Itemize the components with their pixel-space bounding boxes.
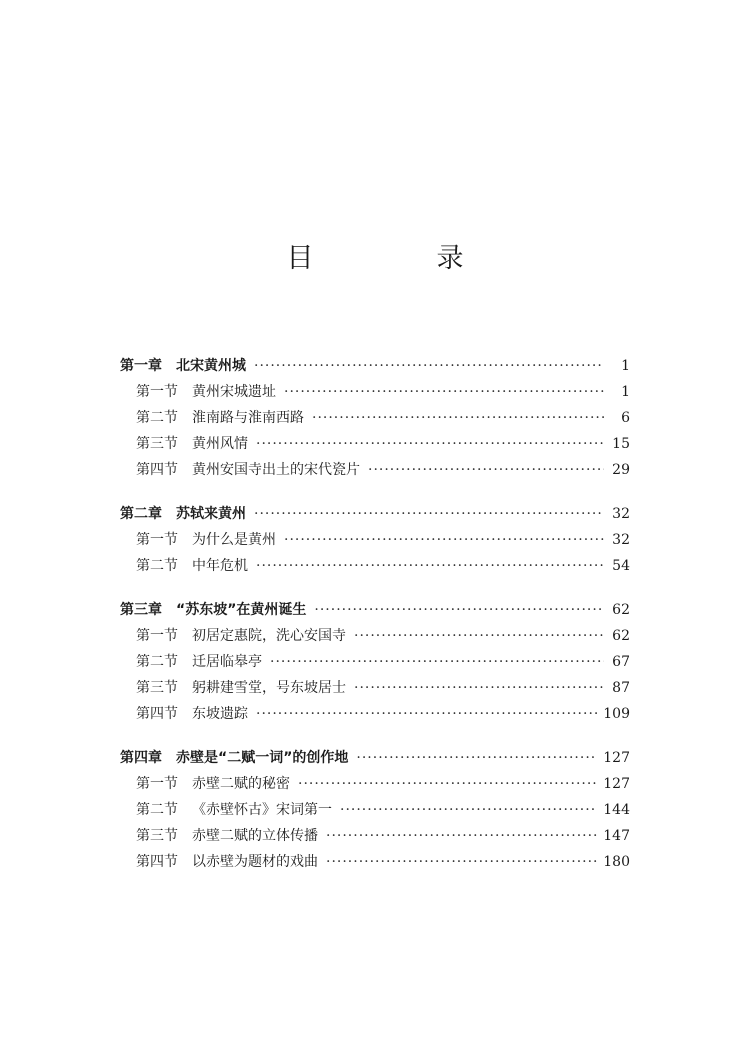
page-number: 29 xyxy=(612,462,630,478)
section-label xyxy=(136,677,346,697)
section-label xyxy=(136,773,290,793)
toc-chapter-row[interactable] xyxy=(120,599,630,625)
page-number: 147 xyxy=(603,828,630,844)
toc-section-row[interactable] xyxy=(120,651,630,677)
section-name: 赤壁二赋的立体传播 xyxy=(192,828,318,844)
section-number: 第四节 xyxy=(136,706,178,722)
page-number: 127 xyxy=(603,776,630,792)
section-number: 第三节 xyxy=(136,828,178,844)
chapter-number: 第二章 xyxy=(120,506,162,522)
dot-leader xyxy=(270,654,604,670)
toc-section-row[interactable] xyxy=(120,459,630,485)
page-number: 67 xyxy=(612,654,630,670)
section-name: 黄州风情 xyxy=(192,436,248,452)
chapter-label xyxy=(120,599,306,619)
page-number: 54 xyxy=(612,558,630,574)
page-number: 6 xyxy=(621,410,630,426)
page-number: 15 xyxy=(612,436,630,452)
section-number: 第四节 xyxy=(136,854,178,870)
section-number: 第一节 xyxy=(136,628,178,644)
toc-chapter-row[interactable] xyxy=(120,355,630,381)
section-number: 第一节 xyxy=(136,776,178,792)
toc-section-row[interactable] xyxy=(120,555,630,581)
toc-section-row[interactable] xyxy=(120,529,630,555)
dot-leader xyxy=(256,436,604,452)
chapter-name: 苏轼来黄州 xyxy=(176,506,246,522)
chapter-label xyxy=(120,503,246,523)
section-name: 东坡遗踪 xyxy=(192,706,248,722)
dot-leader xyxy=(356,750,597,766)
chapter-2 xyxy=(120,503,630,581)
section-label xyxy=(136,407,304,427)
toc-section-row[interactable] xyxy=(120,825,630,851)
section-name: 淮南路与淮南西路 xyxy=(192,410,304,426)
dot-leader xyxy=(284,532,604,548)
section-name: 黄州宋城遗址 xyxy=(192,384,276,400)
section-label xyxy=(136,651,262,671)
section-name: 迁居临皋亭 xyxy=(192,654,262,670)
toc-section-row[interactable] xyxy=(120,703,630,729)
table-of-contents xyxy=(120,355,630,895)
page-number: 1 xyxy=(621,384,630,400)
toc-section-row[interactable] xyxy=(120,407,630,433)
section-number: 第四节 xyxy=(136,462,178,478)
dot-leader xyxy=(326,854,597,870)
section-label xyxy=(136,381,276,401)
section-number: 第三节 xyxy=(136,680,178,696)
dot-leader xyxy=(326,828,597,844)
toc-section-row[interactable] xyxy=(120,381,630,407)
section-label xyxy=(136,851,318,871)
chapter-number: 第四章 xyxy=(120,750,162,766)
chapter-name: “苏东坡”在黄州诞生 xyxy=(176,602,307,618)
section-name: 《赤壁怀古》宋词第一 xyxy=(192,802,332,818)
section-number: 第一节 xyxy=(136,532,178,548)
section-number: 第二节 xyxy=(136,558,178,574)
page-number: 87 xyxy=(612,680,630,696)
section-label xyxy=(136,459,360,479)
section-label xyxy=(136,703,248,723)
section-number: 第三节 xyxy=(136,436,178,452)
dot-leader xyxy=(298,776,597,792)
toc-section-row[interactable] xyxy=(120,773,630,799)
dot-leader xyxy=(312,410,604,426)
toc-section-row[interactable] xyxy=(120,433,630,459)
toc-section-row[interactable] xyxy=(120,851,630,877)
section-number: 第二节 xyxy=(136,802,178,818)
section-name: 初居定惠院，洗心安国寺 xyxy=(192,628,346,644)
section-name: 赤壁二赋的秘密 xyxy=(192,776,290,792)
page-number: 180 xyxy=(603,854,630,870)
chapter-1 xyxy=(120,355,630,485)
dot-leader xyxy=(284,384,604,400)
section-number: 第一节 xyxy=(136,384,178,400)
section-name: 躬耕建雪堂，号东坡居士 xyxy=(192,680,346,696)
toc-section-row[interactable] xyxy=(120,625,630,651)
dot-leader xyxy=(354,680,604,696)
chapter-name: 赤壁是“二赋一词”的创作地 xyxy=(176,750,349,766)
toc-section-row[interactable] xyxy=(120,799,630,825)
section-label xyxy=(136,799,332,819)
chapter-name: 北宋黄州城 xyxy=(176,358,246,374)
page-number: 109 xyxy=(603,706,630,722)
page-number: 127 xyxy=(603,750,630,766)
dot-leader xyxy=(368,462,604,478)
dot-leader xyxy=(254,506,604,522)
chapter-number: 第一章 xyxy=(120,358,162,374)
toc-chapter-row[interactable] xyxy=(120,747,630,773)
page-number: 32 xyxy=(612,506,630,522)
section-name: 以赤壁为题材的戏曲 xyxy=(192,854,318,870)
chapter-label xyxy=(120,355,246,375)
page-number: 62 xyxy=(612,602,630,618)
section-number: 第二节 xyxy=(136,410,178,426)
chapter-3 xyxy=(120,599,630,729)
section-name: 黄州安国寺出土的宋代瓷片 xyxy=(192,462,360,478)
page-title: 目 录 xyxy=(286,243,512,274)
section-label xyxy=(136,625,346,645)
dot-leader xyxy=(314,602,604,618)
dot-leader xyxy=(256,558,604,574)
page-number: 144 xyxy=(603,802,630,818)
chapter-4 xyxy=(120,747,630,877)
toc-section-row[interactable] xyxy=(120,677,630,703)
section-label xyxy=(136,529,276,549)
section-label xyxy=(136,825,318,845)
page-number: 32 xyxy=(612,532,630,548)
chapter-number: 第三章 xyxy=(120,602,162,618)
chapter-label xyxy=(120,747,348,767)
section-label xyxy=(136,555,248,575)
section-label xyxy=(136,433,248,453)
dot-leader xyxy=(254,358,604,374)
page-number: 1 xyxy=(621,358,630,374)
dot-leader xyxy=(256,706,597,722)
section-number: 第二节 xyxy=(136,654,178,670)
section-name: 为什么是黄州 xyxy=(192,532,276,548)
page-number: 62 xyxy=(612,628,630,644)
dot-leader xyxy=(340,802,597,818)
dot-leader xyxy=(354,628,604,644)
toc-chapter-row[interactable] xyxy=(120,503,630,529)
section-name: 中年危机 xyxy=(192,558,248,574)
